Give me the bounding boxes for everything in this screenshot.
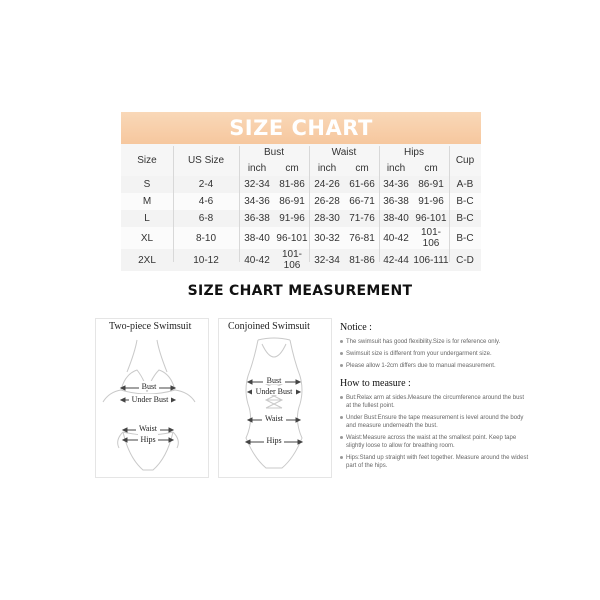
conjoined-under-bust-label: Under Bust bbox=[255, 387, 293, 396]
cell-waist-cm: 81-86 bbox=[345, 249, 379, 271]
cell-hips-inch: 40-42 bbox=[379, 227, 413, 249]
cell-hips-cm: 106-111 bbox=[413, 249, 449, 271]
header-cup: Cup bbox=[449, 144, 481, 176]
notice-item: Swimsuit size is different from your undergarment size. bbox=[340, 350, 530, 358]
cell-hips-cm: 86-91 bbox=[413, 176, 449, 193]
conjoined-label: Conjoined Swimsuit bbox=[228, 321, 310, 332]
cell-waist-cm: 66-71 bbox=[345, 193, 379, 210]
header-size: Size bbox=[121, 144, 173, 176]
size-chart bbox=[121, 112, 481, 271]
two-piece-bust-label: Bust bbox=[141, 382, 157, 391]
cell-bust-inch: 38-40 bbox=[239, 227, 275, 249]
unit-cm: cm bbox=[345, 160, 379, 176]
cell-cup: B-C bbox=[449, 210, 481, 227]
how-to-item: Waist:Measure across the waist at the smallest point. Keep tape slightly loose to allow for breathing room. bbox=[340, 434, 530, 450]
cell-cup: B-C bbox=[449, 193, 481, 210]
cell-waist-inch: 28-30 bbox=[309, 210, 345, 227]
cell-size: 2XL bbox=[121, 249, 173, 271]
header-hips: Hips bbox=[379, 144, 449, 160]
cell-cup: C-D bbox=[449, 249, 481, 271]
table-row bbox=[121, 210, 481, 227]
two-piece-swimsuit-diagram bbox=[95, 330, 207, 476]
size-table bbox=[121, 144, 481, 271]
header-waist: Waist bbox=[309, 144, 379, 160]
cell-bust-cm: 101-106 bbox=[275, 249, 309, 271]
column-divider bbox=[449, 146, 450, 262]
cell-hips-inch: 38-40 bbox=[379, 210, 413, 227]
unit-inch: inch bbox=[309, 160, 345, 176]
two-piece-label: Two-piece Swimsuit bbox=[109, 321, 192, 332]
cell-hips-cm: 96-101 bbox=[413, 210, 449, 227]
unit-inch: inch bbox=[379, 160, 413, 176]
cell-hips-cm: 91-96 bbox=[413, 193, 449, 210]
conjoined-swimsuit-diagram bbox=[218, 330, 330, 476]
cell-us-size: 4-6 bbox=[173, 193, 239, 210]
header-us-size: US Size bbox=[173, 144, 239, 176]
column-divider bbox=[379, 146, 380, 262]
column-divider bbox=[239, 146, 240, 262]
size-chart-title: SIZE CHART bbox=[229, 116, 373, 140]
column-divider bbox=[173, 146, 174, 262]
measurement-notes bbox=[340, 322, 530, 474]
conjoined-waist-label: Waist bbox=[264, 414, 284, 423]
cell-bust-inch: 36-38 bbox=[239, 210, 275, 227]
cell-us-size: 8-10 bbox=[173, 227, 239, 249]
cell-hips-inch: 42-44 bbox=[379, 249, 413, 271]
cell-bust-cm: 96-101 bbox=[275, 227, 309, 249]
cell-size: L bbox=[121, 210, 173, 227]
cell-bust-cm: 91-96 bbox=[275, 210, 309, 227]
cell-us-size: 2-4 bbox=[173, 176, 239, 193]
cell-waist-cm: 71-76 bbox=[345, 210, 379, 227]
cell-waist-inch: 26-28 bbox=[309, 193, 345, 210]
header-bust: Bust bbox=[239, 144, 309, 160]
table-row bbox=[121, 193, 481, 210]
cell-waist-cm: 61-66 bbox=[345, 176, 379, 193]
conjoined-bust-label: Bust bbox=[266, 376, 282, 385]
conjoined-hips-label: Hips bbox=[266, 436, 282, 445]
size-chart-header bbox=[121, 112, 481, 144]
column-divider bbox=[309, 146, 310, 262]
cell-size: XL bbox=[121, 227, 173, 249]
cell-cup: A-B bbox=[449, 176, 481, 193]
cell-waist-inch: 30-32 bbox=[309, 227, 345, 249]
cell-cup: B-C bbox=[449, 227, 481, 249]
table-row bbox=[121, 176, 481, 193]
how-to-measure-title: How to measure : bbox=[340, 378, 411, 389]
cell-bust-inch: 32-34 bbox=[239, 176, 275, 193]
cell-waist-inch: 24-26 bbox=[309, 176, 345, 193]
cell-bust-inch: 40-42 bbox=[239, 249, 275, 271]
notice-item: The swimsuit has good flexibility.Size is for reference only. bbox=[340, 338, 530, 346]
how-to-item: Under Bust:Ensure the tape measurement is level around the body and measure underneath the bust. bbox=[340, 414, 530, 430]
two-piece-waist-label: Waist bbox=[138, 424, 158, 433]
cell-us-size: 6-8 bbox=[173, 210, 239, 227]
cell-bust-cm: 81-86 bbox=[275, 176, 309, 193]
notice-title: Notice : bbox=[340, 322, 372, 333]
cell-bust-cm: 86-91 bbox=[275, 193, 309, 210]
unit-cm: cm bbox=[413, 160, 449, 176]
measurement-title: SIZE CHART MEASUREMENT bbox=[187, 283, 413, 299]
cell-waist-inch: 32-34 bbox=[309, 249, 345, 271]
cell-hips-inch: 34-36 bbox=[379, 176, 413, 193]
two-piece-under-bust-label: Under Bust bbox=[131, 395, 169, 404]
notice-item: Please allow 1-2cm differs due to manual measurement. bbox=[340, 362, 530, 370]
two-piece-hips-label: Hips bbox=[140, 435, 156, 444]
cell-us-size: 10-12 bbox=[173, 249, 239, 271]
cell-size: S bbox=[121, 176, 173, 193]
table-row bbox=[121, 249, 481, 271]
cell-hips-inch: 36-38 bbox=[379, 193, 413, 210]
unit-cm: cm bbox=[275, 160, 309, 176]
cell-hips-cm: 101-106 bbox=[413, 227, 449, 249]
how-to-item: Hips:Stand up straight with feet together. Measure around the widest part of the hips. bbox=[340, 454, 530, 470]
cell-bust-inch: 34-36 bbox=[239, 193, 275, 210]
how-to-item: But:Relax arm at sides.Measure the circumference around the bust at the fullest point. bbox=[340, 394, 530, 410]
unit-inch: inch bbox=[239, 160, 275, 176]
cell-waist-cm: 76-81 bbox=[345, 227, 379, 249]
cell-size: M bbox=[121, 193, 173, 210]
table-row bbox=[121, 227, 481, 249]
